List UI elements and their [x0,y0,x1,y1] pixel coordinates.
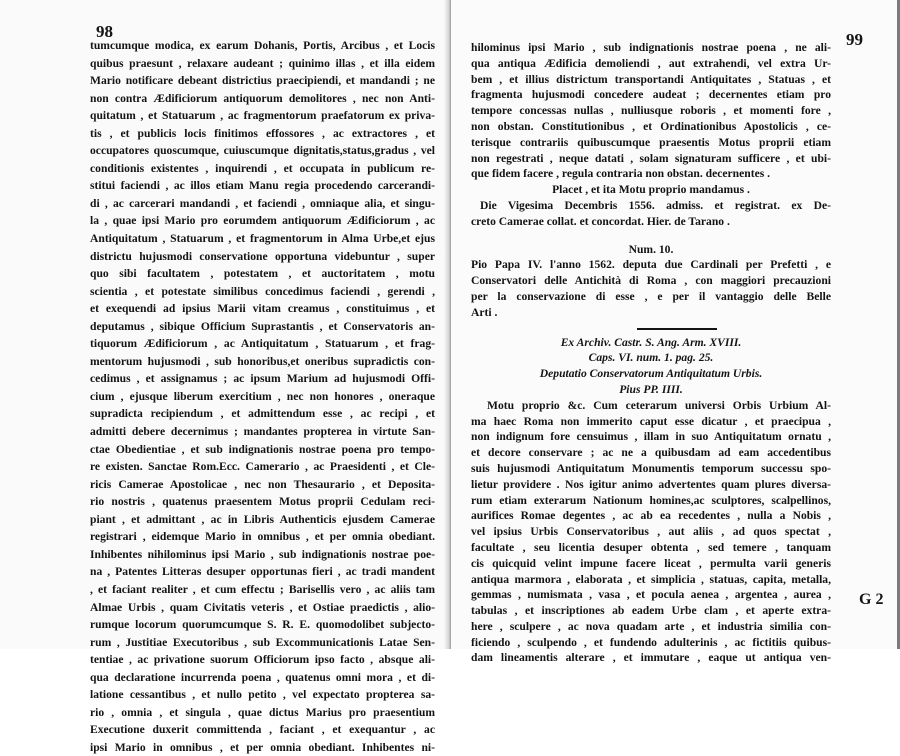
text-line: et exequendi ad ipsius Marii vitam creamus , constituimus , et [90,302,435,316]
text-line: ricis Camerae Apostolicae , nec non Thesaurario , et Deposita- [90,477,435,491]
text-line: occupatores quoscumque, cuiuscumque dignitatis,status,gradus , vel [90,144,435,158]
text-line: non obstan. Constitutionibus , et Ordinationibus Apostolicis , ce- [471,119,831,133]
right-page-text [471,40,831,666]
text-line: ipsi Mario in omnibus , et per omnia obediant. Inhibentes ni- [90,740,435,754]
body-line: gemmas , numismata , vasa , et pocula aenea , argentea , aurea , [471,588,831,602]
text-line: que fidem facere , regula contraria non obstan. decernentes . [471,167,771,181]
text-line: registrari , eidemque Mario in omnibus , et per omnia obediant. [90,530,435,544]
text-line: la , quae ipsi Mario pro eorumdem antiquorum Ædificiorum , ac [90,214,435,228]
text-line: re existen. Sanctae Rom.Ecc. Camerario , ac Praesidenti , et Cle- [90,460,435,474]
text-line: deputamus , sibique Officium Suprastantis , et Conservatoris an- [90,319,435,333]
text-line: rio , omnia , et singula , quae dictus Marius pro praesentium [90,705,435,719]
text-line: quibus praesunt , relaxare audeant ; quinimo illas , et illa eidem [90,56,435,70]
source-heading-line: Deputatio Conservatorum Antiquitatum Urbis. [539,367,763,381]
text-line: bem , et illius districtum transportandi Antiquitates , Statuas , et [471,72,831,86]
text-line: stitui faciendi , ac illos etiam Manu regia procedendo carcerandi- [90,179,435,193]
summary-line: Pio Papa IV. l'anno 1562. deputa due Cardinali per Prefetti , e [471,258,831,272]
text-line: Mario notificare debeant districtius praecipiendi, et mandandi ; ne [90,74,435,88]
text-line: fragmenta hujusmodi concedere audeat ; decernentes etiam pro [471,88,831,102]
placet-line: Placet , et ita Motu proprio mandamus . [552,183,750,197]
text-line: supradicta recipiendum , et admittendum esse , ac recipi , et [90,407,435,421]
section-rule [471,321,831,335]
text-line: tumcumque modica, ex earum Dohanis, Portis, Arcibus , et Locis [90,39,435,52]
text-line: cedimus , et assignamus ; ac ipsum Marium ad hujusmodi Offi- [90,372,435,386]
body-line: suis hujusmodi Antiquitatum Monumentis temporum successu spo- [471,461,831,475]
text-line: terisque contrariis quibuscumque praesentis Motus proprii etiam [471,135,831,149]
text-line: , et faciant realiter , et cum effectu ; Barisellis vero , ac aliis tam [90,582,435,596]
text-line: quo sibi facultatem , potestatem , et auctoritatem , motu [90,267,435,281]
body-line: antiqua marmora , elaborata , et simplicia , statuas, capita, metalla, [471,572,831,586]
source-heading-line: Caps. VI. num. 1. pag. 25. [588,351,714,365]
text-line: admitti debere decernimus ; mandantes propterea in virtute San- [90,425,435,439]
text-line: scientia , et potestate similibus concedimus faciendi , gerendi , [90,284,435,298]
text-line: ctae Obedientiae , et sub indignationis nostrae poena pro tempo- [90,442,435,456]
body-line: here , sculpere , ac nova quadam arte , et industria similia con- [471,619,831,633]
text-line: Inhibentes nihilominus ipsi Mario , sub indignationis nostrae poe- [90,547,435,561]
body-line: dam lineamentis alterare , et immutare , eaque ut antiqua ven- [471,651,831,665]
body-line: vel ipsius Urbis Conservatoribus , aut aliis , ad quos spectat , [471,525,831,539]
body-line: ma haec Roma non immerito caput esse dicatur , et praecipua , [471,414,831,428]
date-line: creto Camerae collat. et concordat. Hier. de Tarano . [471,214,730,228]
body-line: Motu proprio &c. Cum ceterarum universi Orbis Urbium Al- [487,398,831,412]
text-line: rum , Justitiae Executoribus , sub Excommunicationis Latae Sen- [90,635,435,649]
document-number: Num. 10. [628,242,674,256]
text-line: di , ac carcerari mandandi , et faciendi , omniaque alia, et singu- [90,196,435,210]
text-line: qua antiqua Ædificia demoliendi , aut extrahendi, vel extra Ur- [471,56,831,70]
body-line: non indignum fore censuimus , illam in suo Antiquitatum ornatu , [471,430,831,444]
text-line: non regestrati , neque datati , solam signaturam sufficere , et ubi- [471,151,831,165]
right-page-number: 99 [846,30,863,49]
text-line: hilominus ipsi Mario , sub indignationis nostrae poena , ne ali- [471,41,831,54]
date-line: Die Vigesima Decembris 1556. admiss. et registrat. ex De- [480,198,831,212]
body-line: cis quicquid velint impune facere liceat , permulta varii generis [471,556,831,570]
left-page-number: 98 [96,22,113,41]
body-line: lietur providere . Nos igitur animo advertentes quam plures diversa- [471,477,831,491]
text-line: rio nostris , quatenus praesentem Motus proprii Cedulam reci- [90,495,435,509]
text-line: cium , ejusque liberum exercitium , nec non honores , oneraque [90,389,435,403]
source-heading-line: Ex Archiv. Castr. S. Ang. Arm. XVIII. [560,335,742,349]
text-line: tentiae , ac privatione suorum Officiorum ipso facto , absque ali- [90,653,435,667]
body-line: rum etiam exterarum Nationum homines,ac sculptores, scalpellinos, [471,493,831,507]
body-line: et decore conservare ; ac ne a quibusdam ad eam accedentibus [471,446,831,460]
text-line: rumque locorum quorumcumque S. R. E. quomodolibet subjecto- [90,618,435,632]
left-page-text [90,37,435,756]
summary-line: per la conservazione di esse , e per il vantaggio delle Belle [471,289,831,303]
signature-mark: G 2 [859,591,884,608]
body-line: ficiendo , sculpendo , et fundendo adulterinis , ac fictitiis quibus- [471,635,831,649]
text-line: tiquorum Ædificiorum , ac Antiquitatum , Statuarum , et frag- [90,337,435,351]
body-line: facultate , seu licentia desuper obtenta , sed temere , tanquam [471,540,831,554]
text-line: qua declaratione incurrenda poena , quatenus omni mora , et di- [90,670,435,684]
summary-line: Conservatori delle Antichità di Roma , con maggiori precauzioni [471,274,831,288]
body-line: tabulas , et inscriptiones ab eadem Urbe clam , et aperte extra- [471,604,831,618]
text-line: Antiquitatum , Statuarum , et fragmentorum in Alma Urbe,et ejus [90,232,435,246]
text-line: na , Patentes Litteras desuper opportunas fieri , ac tradi mandent [90,565,435,579]
text-line: piant , et admittant , ac in Libris Authenticis ejusdem Camerae [90,512,435,526]
left-page [0,0,449,754]
spacer [471,230,831,242]
text-line: districtu hujusmodi conservatione opportuna videbuntur , super [90,249,435,263]
text-line: conditionis existentes , inquirendi , et occupata in publicum re- [90,161,435,175]
body-line: aurifices Romae degentes , ac ab ea recedentes , nulla a Nobis , [471,509,831,523]
text-line: mentorum hujusmodi , sub honoribus,et oneribus supradictis con- [90,354,435,368]
text-line: Almae Urbis , quam Civitatis veteris , et Ostiae praedictis , alio- [90,600,435,614]
text-line: Executione duxerit committenda , faciant , et exequantur , ac [90,723,435,737]
right-page [451,0,900,665]
text-line: non contra Ædificiorum antiquorum demolitores , nec non Anti- [90,91,435,105]
text-line: latione cessantibus , et nullo petito , vel expectato propterea sa- [90,688,435,702]
text-line: tempore concessas nullas , nulliusque roboris , et momenti fore , [471,104,831,118]
source-heading-line: Pius PP. IIII. [619,382,683,396]
summary-line: Arti . [471,305,498,319]
text-line: tis , et publicis locis finitimos effossores , ac extractores , et [90,126,435,140]
text-line: quitatum , et Statuarum , ac fragmentorum praefatorum ex priva- [90,109,435,123]
